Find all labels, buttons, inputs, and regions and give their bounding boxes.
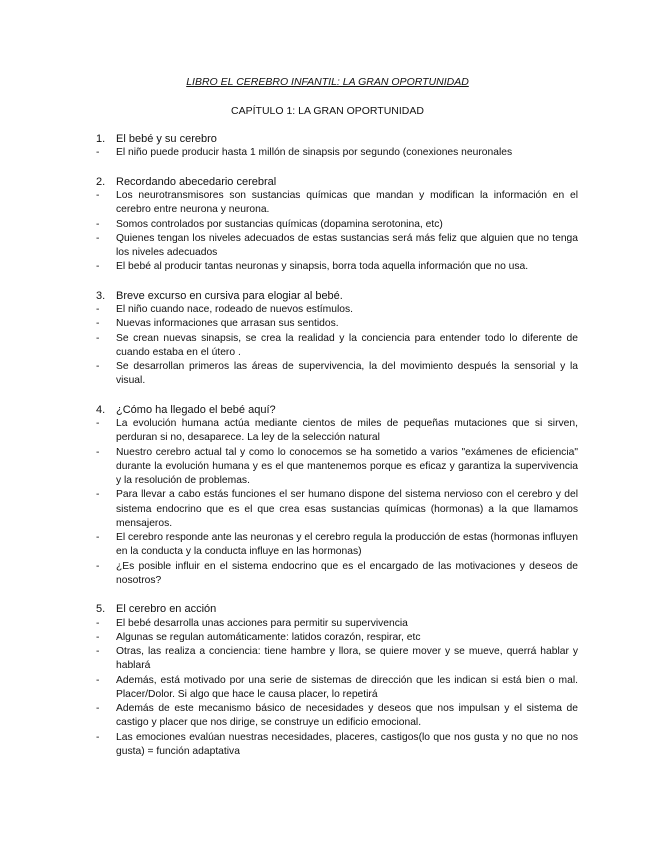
list-item [96, 232, 578, 261]
bullet-marker: - [96, 631, 100, 643]
section-heading [96, 175, 578, 189]
list-item [96, 146, 578, 160]
section [96, 175, 578, 275]
list-item [96, 631, 578, 645]
list-item [96, 617, 578, 631]
list-item [96, 417, 578, 446]
document-body [96, 132, 578, 773]
bullet-marker: - [96, 232, 100, 244]
section-heading-text: ¿Cómo ha llegado el bebé aquí? [116, 403, 276, 416]
section-number: 4. [96, 403, 106, 416]
bullet-marker: - [96, 418, 100, 429]
section-heading [96, 289, 578, 303]
bullet-marker: - [96, 332, 100, 344]
list-item-text: El bebé desarrolla unas acciones para permitir su supervivencia [116, 617, 408, 629]
document-title [0, 76, 655, 88]
list-item [96, 674, 578, 703]
list-item [96, 317, 578, 331]
bullet-marker: - [96, 703, 100, 714]
bullet-marker: - [96, 617, 100, 629]
list-item [96, 260, 578, 274]
list-item [96, 731, 578, 760]
bullet-marker: - [96, 446, 100, 458]
bullet-marker: - [96, 318, 100, 330]
section-heading-text: Breve excurso en cursiva para elogiar al bebé. [116, 289, 343, 302]
list-item [96, 702, 578, 731]
list-item-text: El bebé al producir tantas neuronas y sinapsis, borra toda aquella información que no usa. [116, 261, 529, 273]
list-item-text: Nuevas informaciones que arrasan sus sentidos. [116, 318, 339, 330]
list-item-text: El cerebro responde ante las neuronas y el cerebro regula la producción de estas (hormonas influyen en la conducta y la conducta influye en las hormonas) [116, 532, 578, 558]
bullet-marker: - [96, 304, 100, 315]
section-heading-text: El cerebro en acción [116, 603, 217, 616]
list-item-text: Quienes tengan los niveles adecuados de estas sustancias será más feliz que alguien que no tenga los niveles adecuados [116, 232, 578, 258]
bullet-marker: - [96, 532, 100, 543]
section-heading [96, 132, 578, 146]
list-item-text: Los neurotransmisores son sustancias químicas que mandan y modifican la información en el cerebro entre neurona y neurona. [116, 190, 578, 216]
list-item [96, 360, 578, 389]
bullet-marker: - [96, 560, 100, 572]
section-number: 2. [96, 175, 106, 188]
bullet-marker: - [96, 361, 100, 372]
bullet-marker: - [96, 218, 100, 230]
list-item-text: Además, está motivado por una serie de sistemas de dirección que les indican si está bien o mal. Placer/Dolor. Si algo que hace le causa placer, lo repetirá [116, 674, 578, 700]
list-item [96, 560, 578, 589]
list-item [96, 446, 578, 489]
section-heading [96, 602, 578, 616]
list-item-text: ¿Es posible influir en el sistema endocrino que es el encargado de las motivaciones y deseos de nosotros? [116, 560, 578, 586]
section [96, 132, 578, 161]
list-item-text: Para llevar a cabo estás funciones el ser humano dispone del sistema nervioso con el cerebro y del sistema endocrino que es el que crea esas sustancias químicas (hormonas) a la que llamamos mensajeros. [116, 489, 578, 529]
section-heading [96, 403, 578, 417]
bullet-marker: - [96, 489, 100, 501]
section [96, 602, 578, 759]
list-item-text: La evolución humana actúa mediante cientos de miles de pequeñas mutaciones que si sirven, perduran si no, desaparece. La ley de la selección natural [116, 418, 578, 444]
list-item [96, 332, 578, 361]
bullet-marker: - [96, 190, 100, 201]
list-item-text: Se desarrollan primeros las áreas de supervivencia, la del movimiento después la sensorial y la visual. [116, 361, 578, 387]
section-number: 5. [96, 603, 106, 616]
list-item [96, 189, 578, 218]
list-item-text: Se crean nuevas sinapsis, se crea la realidad y la conciencia para entender todo lo diferente de cuando estaba en el útero . [116, 332, 578, 358]
list-item [96, 488, 578, 531]
document-title-text: LIBRO EL CEREBRO INFANTIL: LA GRAN OPORTUNIDAD [186, 76, 469, 88]
list-item-text: El niño puede producir hasta 1 millón de sinapsis por segundo (conexiones neuronales [116, 147, 513, 159]
section [96, 289, 578, 389]
bullet-marker: - [96, 674, 100, 686]
section-number: 1. [96, 133, 106, 145]
list-item-text: Otras, las realiza a conciencia: tiene hambre y llora, se quiere mover y se mueve, querrá hablar y hablará [116, 646, 578, 672]
section [96, 403, 578, 588]
list-item-text: El niño cuando nace, rodeado de nuevos estímulos. [116, 304, 353, 315]
list-item [96, 645, 578, 674]
list-item-text: Somos controlados por sustancias químicas (dopamina serotonina, etc) [116, 218, 443, 230]
list-item-text: Nuestro cerebro actual tal y como lo conocemos se ha sometido a varios "exámenes de eficiencia" durante la evolución humana y es el que mantenemos porque es eficaz y garantiza la supervivencia y la resolución de problemas. [116, 446, 578, 486]
section-number: 3. [96, 289, 106, 302]
list-item-text: Algunas se regulan automáticamente: latidos corazón, respirar, etc [116, 631, 421, 643]
section-heading-text: Recordando abecedario cerebral [116, 175, 277, 188]
bullet-marker: - [96, 731, 100, 743]
bullet-marker: - [96, 646, 100, 657]
list-item [96, 303, 578, 317]
list-item [96, 218, 578, 232]
list-item-text: Además de este mecanismo básico de necesidades y deseos que nos impulsan y el sistema de castigo y placer que nos dirige, se construye un edificio emocional. [116, 703, 578, 729]
bullet-marker: - [96, 261, 100, 273]
list-item-text: Las emociones evalúan nuestras necesidades, placeres, castigos(lo que nos gusta y no que no nos gusta) = función adaptativa [116, 731, 578, 757]
list-item [96, 531, 578, 560]
section-heading-text: El bebé y su cerebro [116, 133, 217, 145]
bullet-marker: - [96, 147, 100, 159]
chapter-heading: CAPÍTULO 1: LA GRAN OPORTUNIDAD [231, 105, 424, 117]
